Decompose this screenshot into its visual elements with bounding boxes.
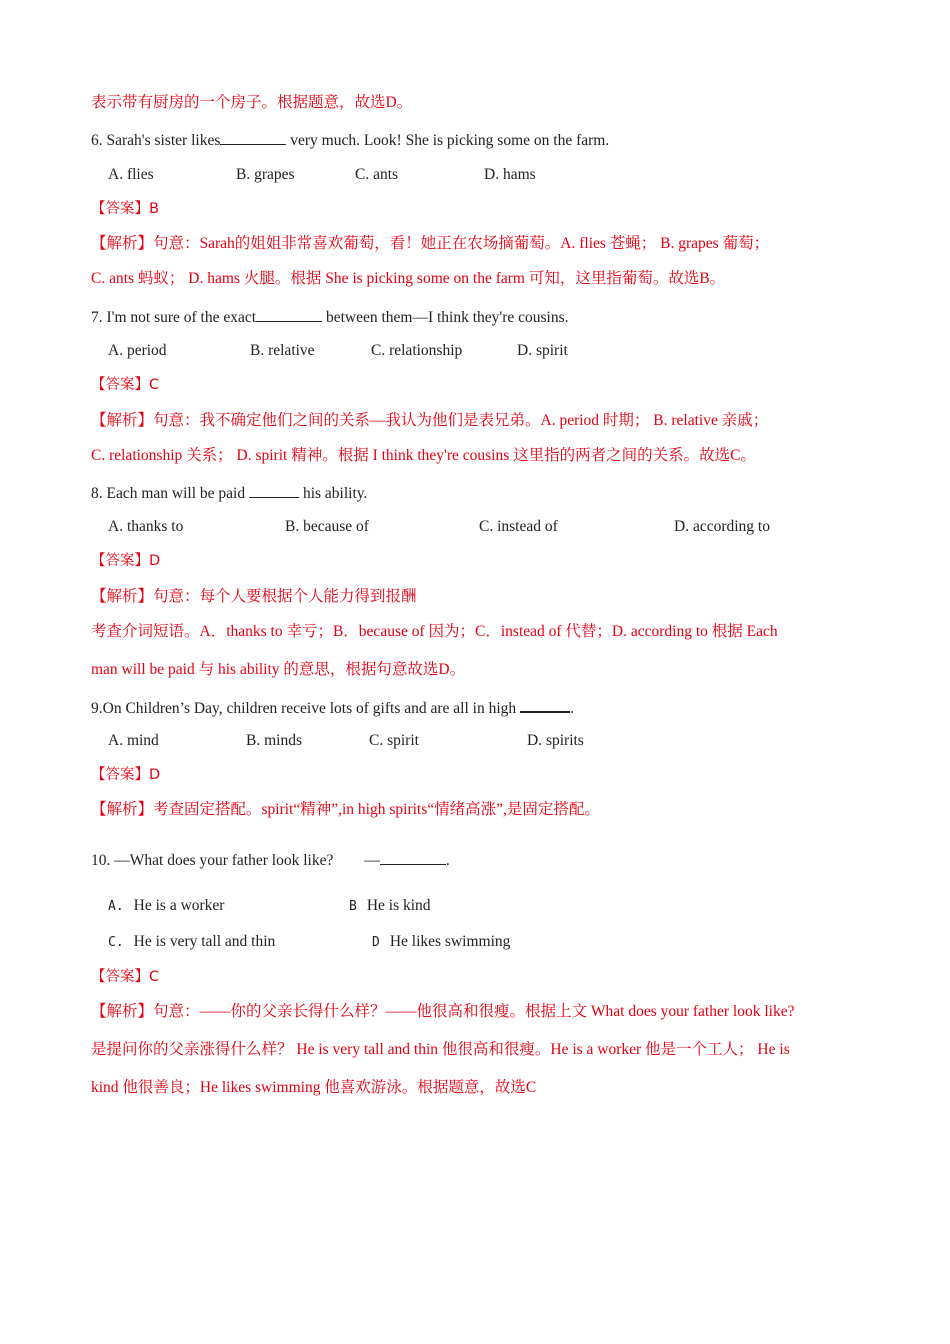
q7-analysis-line-1: 【解析】句意：我不确定他们之间的关系—我认为他们是表兄弟。A. period 时期； B. relative 亲戚； [91,412,769,429]
q7-option-b: B. relative [250,342,315,359]
q9-analysis-line-1: 【解析】考查固定搭配。spirit“精神”,in high spirits“情绪高涨”,是固定搭配。 [91,801,600,818]
q7-blank [256,306,322,322]
q7-option-c: C. relationship [371,342,463,359]
q9-option-d: D. spirits [527,732,584,749]
q7-analysis-line-2: C. relationship 关系； D. spirit 精神。根据 I think they're cousins 这里指的两者之间的关系。故选C。 [91,447,756,464]
q10-option-b-letter: B [349,899,357,914]
q10-blank [380,849,446,865]
q8-option-b: B. because of [285,518,369,535]
q10-option-d-text: He likes swimming [389,933,511,950]
q10-option-a-letter: A. [108,899,124,914]
q10-option-d [372,932,510,953]
q10-stem-end: . [445,852,450,869]
q6-option-b: B. grapes [236,166,295,183]
q10-option-d-letter: D [372,935,380,950]
q6-stem-end: very much. Look! She is picking some on the farm. [286,132,610,149]
q8-analysis-line-1: 【解析】句意：每个人要根据个人能力得到报酬 [91,588,417,605]
q10-option-b-text: He is kind [366,897,431,914]
q10-stem [91,849,450,871]
q6-answer: 【答案】B [91,201,159,217]
q7-stem [91,306,569,328]
q9-option-a: A. mind [108,732,159,749]
q7-option-a: A. period [108,342,167,359]
q8-stem-start: 8. Each man will be paid [91,485,246,502]
q7-answer: 【答案】C [91,377,160,393]
q7-stem-start: 7. I'm not sure of the exact [91,309,257,326]
q10-analysis-line-2: 是提问你的父亲涨得什么样？ He is very tall and thin 他很高和很瘦。He is a worker 他是一个工人； He is [91,1041,790,1058]
q10-option-a [108,896,224,917]
q10-option-a-text: He is a worker [133,897,225,914]
q7-option-d: D. spirit [517,342,568,359]
q9-option-c: C. spirit [369,732,419,749]
q10-option-b [349,896,431,917]
q10-option-c [108,932,275,953]
q6-analysis-line-1: 【解析】句意：Sarah的姐姐非常喜欢葡萄，看！她正在农场摘葡萄。A. flies 苍蝇； B. grapes 葡萄； [91,235,770,252]
q9-stem [91,696,574,719]
q8-option-d: D. according to [674,518,770,535]
q6-stem-start: 6. Sarah's sister likes [91,132,221,149]
q6-analysis-line-2: C. ants 蚂蚁； D. hams 火腿。根据 She is picking some on the farm 可知，这里指葡萄。故选B。 [91,270,726,287]
q7-stem-end: between them—I think they're cousins. [322,309,569,326]
q6-blank [220,129,286,145]
q6-option-a: A. flies [108,166,154,183]
q8-option-c: C. instead of [479,518,558,535]
q8-analysis-line-3: man will be paid 与 his ability 的意思，根据句意故选D。 [91,661,466,678]
intro-analysis-line: 表示带有厨房的一个房子。根据题意，故选D。 [91,94,413,111]
q10-stem-start: 10. —What does your father look like? — [91,852,380,869]
q8-blank [249,482,299,498]
q10-analysis-line-1: 【解析】句意：——你的父亲长得什么样？——他很高和很瘦。根据上文 What does your father look like? [91,1003,795,1020]
q10-option-c-text: He is very tall and thin [133,933,276,950]
q8-option-a: A. thanks to [108,518,184,535]
q6-option-d: D. hams [484,166,536,183]
q10-answer: 【答案】C [91,969,160,985]
q9-stem-end: . [570,700,575,717]
q8-stem-end: his ability. [299,485,368,502]
q9-option-b: B. minds [246,732,302,749]
q9-stem-start: 9.On Children’s Day, children receive lots of gifts and are all in high [91,700,517,717]
q10-option-c-letter: C. [108,935,124,950]
q8-analysis-line-2: 考查介词短语。A．thanks to 幸亏；B．because of 因为；C．instead of 代替；D. according to 根据 Each [91,623,778,640]
q8-stem [91,482,367,504]
q8-answer: 【答案】D [91,553,161,569]
q9-answer: 【答案】D [91,767,161,783]
q6-stem [91,129,609,151]
q9-blank [520,696,570,713]
q6-option-c: C. ants [355,166,399,183]
q10-analysis-line-3: kind 他很善良；He likes swimming 他喜欢游泳。根据题意，故选C [91,1079,537,1096]
